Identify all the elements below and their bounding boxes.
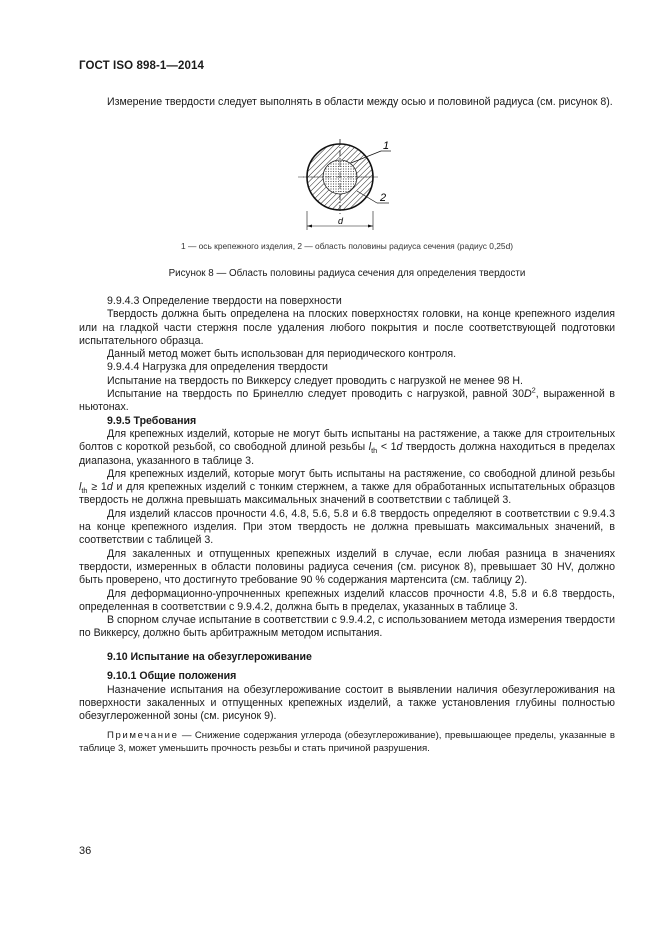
paragraph-9944-2: Испытание на твердость по Бринеллю следует проводить с нагрузкой, равной $30D^2$, выраженной в ньютонах. — [79, 385, 615, 414]
cross-section-figure — [295, 133, 405, 233]
document-header: ГОСТ ISO 898-1—2014 — [79, 60, 204, 72]
figure-label-2: 2 — [380, 192, 387, 204]
section-910 — [79, 651, 615, 755]
paragraph-9101-1: Назначение испытания на обезуглероживание состоит в выявлении наличия обезуглероживания на поверхности закаленных и отпущенных крепежных изделий, а также установления глубины полностью обезуглероженной зоны (см. рисунок 9). — [79, 683, 615, 723]
paragraph-995-2: Для крепежных изделий, которые могут быть испытаны на растяжение, со свободной длиной резьбы $l_{th} \ge 1d$ и для крепежных изделий с тонким стержнем, а также для обработанных испытательных образцов твердость не должна превышать максимальных значений в соответствии с таблицей 3. — [79, 467, 616, 507]
page-number: 36 — [79, 845, 92, 857]
paragraph-995-6: В спорном случае испытание в соответствии с 9.9.4.2, с использованием метода измерения твердости по Виккерсу, должно быть арбитражным методом испытания. — [79, 614, 615, 640]
paragraph-9943-1: Твердость должна быть определена на плоских поверхностях головки, на конце крепежного изделия или на гладкой части стержня после удаления любого покрытия и после соответствующей подготовки испытательного образца. — [79, 308, 615, 347]
figure-label-1: 1 — [383, 140, 390, 152]
section-title-995: 9.9.5 Требования — [107, 414, 197, 427]
paragraph-995-4: Для закаленных и отпущенных крепежных изделий в случае, если любая разница в значениях твердости, измеренных в области половины радиуса сечения (см. рисунок 8), превышает 30 HV, должно быть проверено, что достигнуто требование 90 % содержания мартенсита (см. таблицу 2). — [79, 547, 615, 587]
note-paragraph — [79, 730, 615, 755]
note-text: — Снижение содержания углерода (обезуглероживание), превышающее пределы, указанные в таблице 3, может уменьшить прочность резьбы и стать причиной разрушения. — [79, 730, 615, 754]
figure-caption: Рисунок 8 — Область половины радиуса сечения для определения твердости — [168, 268, 526, 279]
paragraph-9943-2: Данный метод может быть использован для периодического контроля. — [107, 348, 457, 361]
paragraph-9944-1: Испытание на твердость по Виккерсу следует проводить с нагрузкой не менее 98 Н. — [107, 374, 523, 387]
paragraph-995-3: Для изделий классов прочности 4.6, 4.8, 5.6, 5.8 и 6.8 твердость определяют в соответствии с 9.9.4.3 на конце крепежного изделия. При этом твердость не должна превышать максимальных значений, в соответствии с таблицей 3. — [79, 507, 615, 547]
section-9943 — [79, 295, 615, 641]
paragraph-995-5: Для деформационно-упрочненных крепежных изделий классов прочности 4.8, 5.8 и 6.8 твердость, определенная в соответствии с 9.9.4.2, должна быть в пределах, указанных в таблице 3. — [79, 587, 615, 613]
section-title-9944: 9.9.4.4 Нагрузка для определения твердости — [107, 361, 328, 374]
paragraph-995-1: Для крепежных изделий, которые не могут быть испытаны на растяжение, а также для строительных болтов с короткой резьбой, со свободной длиной резьбы $l_{th} < 1d$ твердость должна находиться в пределах диапазона, указанного в таблице 3. — [79, 427, 615, 467]
section-title-910: 9.10 Испытание на обезуглероживание — [107, 651, 312, 663]
figure-legend: 1 — ось крепежного изделия, 2 — область половины радиуса сечения (радиус 0,25d) — [180, 241, 514, 251]
intro-paragraph: Измерение твердости следует выполнять в области между осью и половиной радиуса (см. рисунок 8). — [107, 96, 613, 108]
intro-block — [79, 96, 615, 109]
diameter-label: d — [338, 216, 344, 226]
note-label: Примечание — [107, 730, 179, 742]
section-title-9101: 9.10.1 Общие положения — [107, 670, 237, 683]
section-title-9943: 9.9.4.3 Определение твердости на поверхности — [107, 295, 342, 307]
